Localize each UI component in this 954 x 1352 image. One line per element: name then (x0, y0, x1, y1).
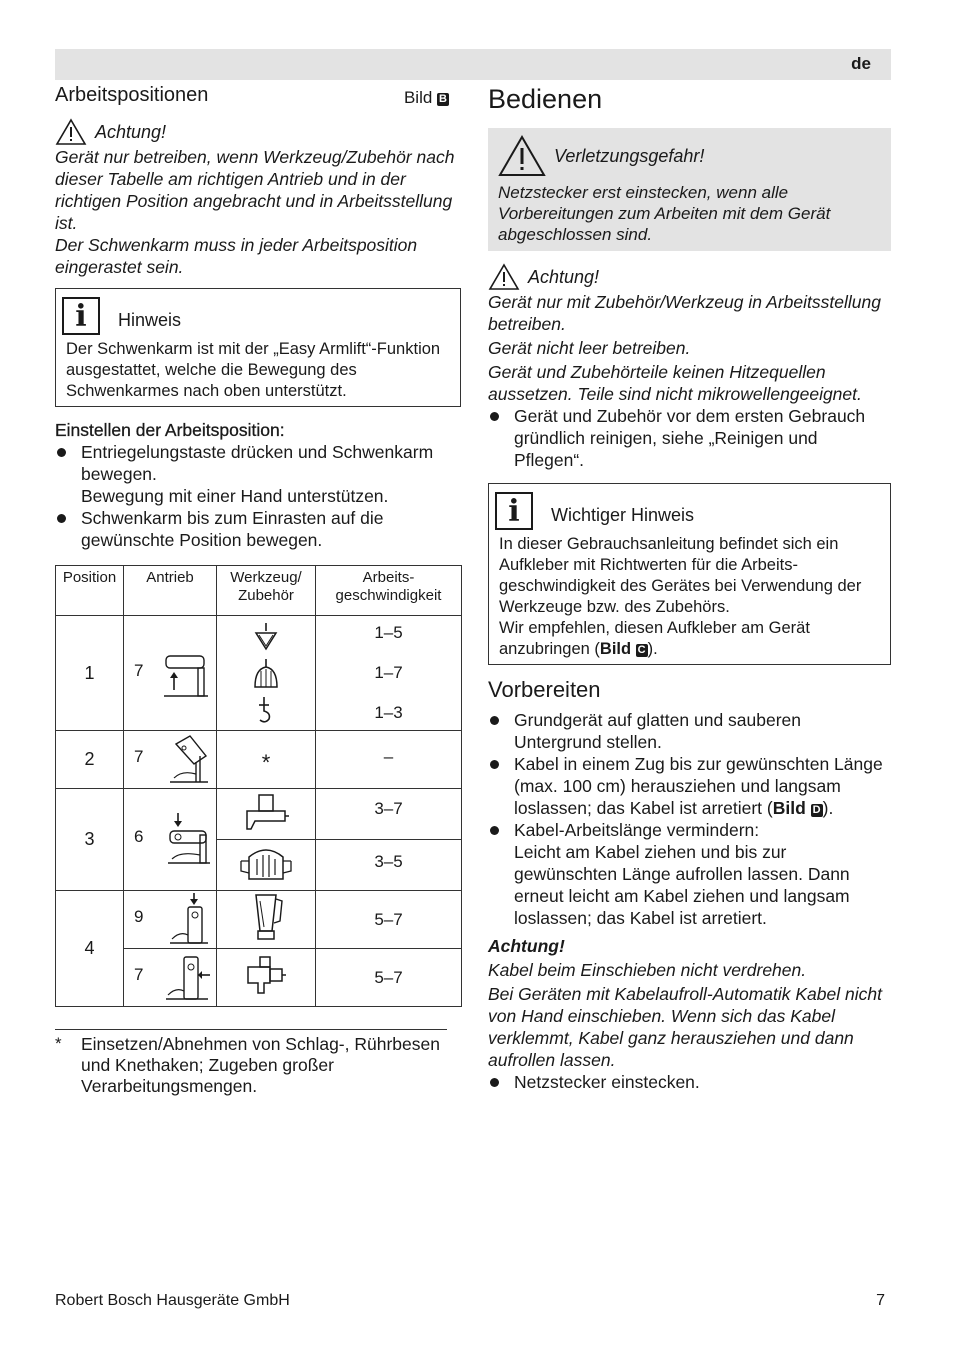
drive-cell (124, 949, 217, 1007)
hinweis-head (66, 289, 450, 333)
speed-cell (316, 616, 462, 731)
list-item: Netzstecker einstecken. (488, 1071, 891, 1093)
header-werkzeug: Werkzeug/ Zubehör (217, 566, 316, 616)
warning-triangle-icon (55, 118, 87, 146)
speed-value: 3–5 (374, 852, 403, 871)
hinweis-box (55, 288, 461, 407)
whisk-icon (251, 621, 281, 651)
speed-cell (316, 789, 462, 840)
einstellen-list (55, 441, 461, 551)
footnote-text: Einsetzen/Abnehmen von Schlag-, Rührbesen und Knethaken; Zugeben großer Verarbeitungsmengen. (81, 1034, 440, 1096)
header-position: Position (56, 566, 124, 616)
drive-number: 6 (134, 827, 144, 846)
warning-text-3: Gerät und Zubehörteile keinen Hitzequellen aussetzen. Teile sind nicht mikrowellengeeignet. (488, 362, 862, 404)
danger-text: Netzstecker erst einstecken, wenn alle Vorbereitungen zum Arbeiten mit dem Gerät abgeschlossen sind. (498, 183, 831, 244)
meat-grinder-icon (241, 791, 291, 833)
drive-number: 7 (134, 661, 144, 680)
list-item (488, 819, 891, 929)
speed-value: – (383, 747, 394, 766)
warning-heading (55, 118, 461, 146)
vorbereiten-list (488, 709, 891, 929)
warning-text-1: Kabel beim Einschieben nicht verdrehen. (488, 960, 807, 980)
wichtiger-hinweis-box (488, 483, 891, 665)
tool-cell (217, 789, 316, 840)
table-row (56, 616, 462, 731)
speed-value: 3–7 (374, 799, 403, 818)
warning-title: Achtung! (95, 121, 167, 142)
page-number: 7 (876, 1292, 885, 1309)
warning-triangle-icon (488, 263, 520, 291)
speed-value: 1–5 (374, 623, 403, 642)
speed-cell (316, 891, 462, 949)
vorbereiten-title: Vorbereiten (488, 677, 601, 702)
tool-cell (217, 731, 316, 789)
mixer-top-drive-icon (166, 893, 212, 947)
position-number: 3 (56, 789, 124, 891)
drive-number: 7 (134, 747, 144, 766)
wichtig-title: Wichtiger Hinweis (551, 505, 695, 525)
warning-text-2: Der Schwenkarm muss in jeder Arbeitsposition eingerastet sein. (55, 235, 418, 277)
hinweis-text: Der Schwenkarm ist mit der „Easy Armlift“-Funktion ausgestattet, welche die Bewegung des Schwenkarmes nach oben unterstützt. (66, 340, 441, 400)
mixer-tilted-arrow-icon (160, 650, 212, 700)
info-icon: i (62, 297, 100, 335)
warning-title: Achtung! (528, 266, 600, 287)
figure-badge: D (812, 804, 821, 816)
figure-label: Bild (772, 798, 806, 818)
danger-heading (498, 134, 881, 178)
list-item: Grundgerät auf glatten und sauberen Untergrund stellen. (488, 709, 891, 753)
footnote-marker: * (55, 1034, 62, 1053)
header-bar (55, 49, 891, 80)
position-number: 1 (56, 616, 124, 731)
position-number: 2 (56, 731, 124, 789)
speed-value: 1–3 (374, 703, 403, 722)
speed-cell (316, 949, 462, 1007)
danger-box (488, 128, 891, 251)
list-item (488, 753, 891, 819)
figure-badge: C (637, 644, 646, 656)
drive-number: 9 (134, 907, 144, 926)
einstellen-title: Einstellen der Arbeitsposition: (55, 420, 285, 440)
language-code: de (851, 54, 871, 73)
text-fragment: Kabel in einem Zug bis zur gewünschten Länge (max. 100 cm) herausziehen und langsam loslassen; das Kabel ist arretiert ( (514, 754, 883, 818)
text-fragment: Kabel-Arbeitslänge vermindern: (514, 820, 760, 840)
bedienen-list (488, 405, 891, 471)
header-geschwindigkeit: Arbeits- geschwindigkeit (316, 566, 462, 616)
warning-text-1: Gerät nur betreiben, wenn Werkzeug/Zubehör nach dieser Tabelle am richtigen Antrieb und in der richtigen Position angebracht und in Arbeitsstellung ist. (55, 147, 455, 233)
tool-asterisk: * (261, 749, 271, 775)
list-item: Schwenkarm bis zum Einrasten auf die gewünschte Position bewegen. (55, 507, 461, 551)
speed-cell (316, 840, 462, 891)
mixer-arm-down-icon (166, 811, 212, 867)
final-list (488, 1071, 891, 1093)
mixer-arm-up-icon (166, 734, 212, 786)
mixer-front-drive-icon (164, 951, 212, 1005)
beater-icon (251, 657, 281, 689)
speed-value: 5–7 (374, 967, 403, 987)
left-column (55, 84, 461, 1097)
warning-title: Achtung! (488, 936, 565, 956)
warning-triangle-icon (498, 135, 546, 177)
shredder-icon (244, 955, 288, 995)
table-row (56, 891, 462, 949)
text-fragment: ). (647, 640, 658, 658)
tool-cell (217, 891, 316, 949)
right-column (488, 84, 891, 1093)
hinweis-title: Hinweis (118, 310, 182, 330)
danger-title: Verletzungsgefahr! (554, 145, 705, 166)
blender-icon (246, 891, 286, 943)
table-row (56, 789, 462, 840)
figure-badge: B (439, 93, 447, 105)
table-header-row (56, 566, 462, 616)
drive-number: 7 (134, 965, 144, 984)
header-antrieb: Antrieb (124, 566, 217, 616)
warning-text-1: Gerät nur mit Zubehör/Werkzeug in Arbeitsstellung betreiben. (488, 292, 881, 334)
wichtig-text-2 (499, 618, 880, 660)
wichtig-text-1: In dieser Gebrauchsanleitung befindet sich ein Aufkleber mit Richtwerten für die Arbeitsgeschwindigkeit des Gerätes bei Verwendung der Werkzeuge bzw. des Zubehörs. (499, 535, 862, 616)
speed-value: 5–7 (374, 909, 403, 929)
drive-cell (124, 616, 217, 731)
drive-cell (124, 891, 217, 949)
warning-text-2: Gerät nicht leer betreiben. (488, 338, 691, 358)
drive-cell (124, 731, 217, 789)
footer-company: Robert Bosch Hausgeräte GmbH (55, 1292, 290, 1309)
speed-value: 1–7 (374, 663, 403, 682)
tool-cell (217, 616, 316, 731)
wichtig-head (499, 484, 880, 528)
dough-hook-icon (251, 695, 281, 725)
warning-text-2: Bei Geräten mit Kabelaufroll-Automatik Kabel nicht von Hand einschieben. Wenn sich das Kabel verklemmt, Kabel ganz herausziehen und dann aufrollen lassen. (488, 984, 882, 1070)
info-icon: i (495, 492, 533, 530)
section-title: Arbeitspositionen (55, 84, 209, 106)
citrus-press-icon (237, 843, 295, 883)
figure-label: Bild (599, 640, 632, 658)
tool-cell (217, 840, 316, 891)
figure-reference (404, 88, 449, 108)
list-item: Gerät und Zubehör vor dem ersten Gebrauch gründlich reinigen, siehe „Reinigen und Pflegen“. (488, 405, 891, 471)
figure-label: Bild (403, 88, 433, 107)
position-number: 4 (56, 891, 124, 1007)
text-fragment: Wir empfehlen, diesen Aufkleber am Gerät anzubringen ( (499, 619, 810, 658)
page-title: Bedienen (488, 84, 603, 114)
drive-cell (124, 789, 217, 891)
warning-heading (488, 263, 891, 291)
list-item: Entriegelungstaste drücken und Schwenkarm bewegen. Bewegung mit einer Hand unterstützen. (55, 441, 461, 507)
position-table (55, 565, 462, 1007)
speed-cell (316, 731, 462, 789)
footnote (55, 1029, 447, 1097)
text-fragment: Leicht am Kabel ziehen und bis zur gewünschten Länge aufrollen lassen. Dann erneut leicht am Kabel ziehen und langsam loslassen; das Kabel ist arretiert. (514, 842, 850, 928)
tool-cell (217, 949, 316, 1007)
section-heading (55, 84, 461, 112)
text-fragment: ). (822, 798, 834, 818)
table-row (56, 731, 462, 789)
